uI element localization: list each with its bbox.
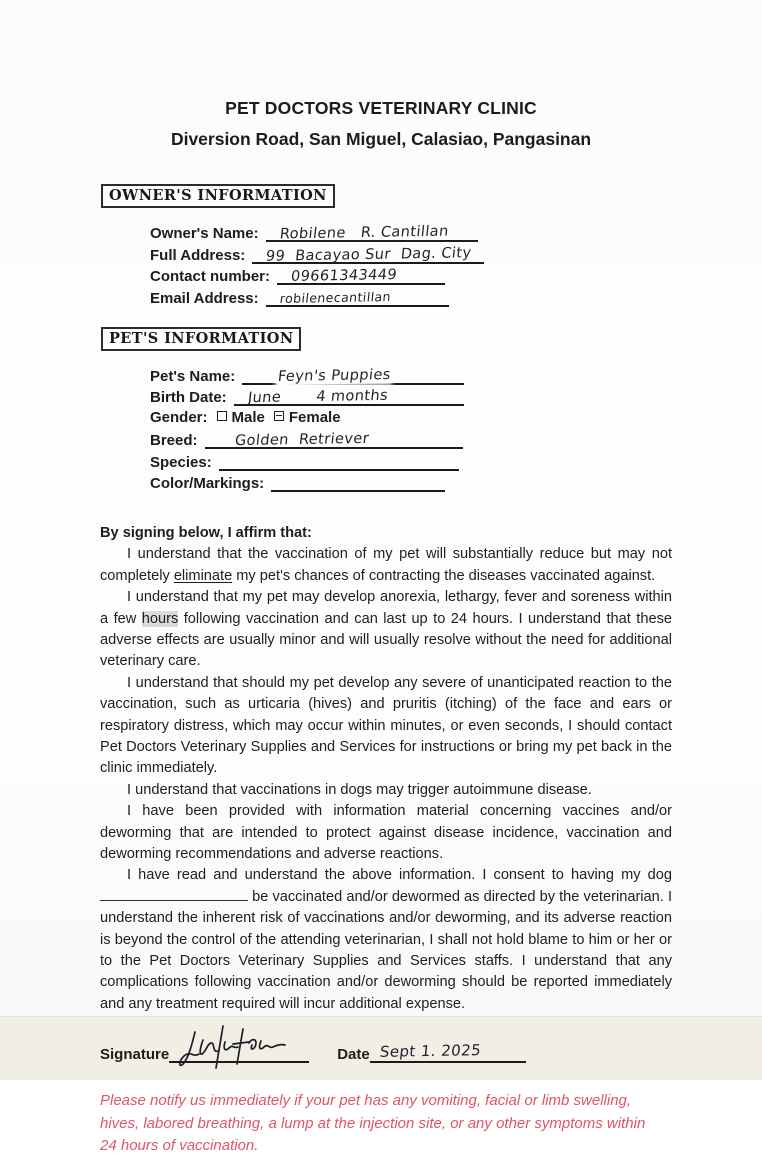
pet-name-label: Pet's Name:	[150, 367, 236, 385]
owner-contact-field	[277, 264, 445, 285]
handwritten-signature	[173, 1024, 303, 1072]
pet-birthdate-label: Birth Date:	[150, 389, 227, 407]
pet-color-markings-field	[271, 471, 445, 492]
paragraph-text: I have been provided with information material concerning vaccines and/or deworming that are intended to protect against disease incidence, vaccination and deworming recommendations and adverse reactions.	[100, 803, 672, 862]
pet-species-field	[219, 449, 459, 470]
date-label: Date	[337, 1046, 370, 1064]
affirmation-paragraph	[100, 801, 672, 865]
owner-contact-handwritten-value: 09661343449	[290, 267, 398, 286]
owner-address-row	[150, 242, 762, 263]
pet-birthdate-field	[234, 385, 464, 406]
owner-section-title: OWNER'S INFORMATION	[101, 184, 335, 208]
paragraph-text: I understand that should my pet develop any severe of unanticipated reaction to the vaccination, such as urticaria (hives) and pruritis (itching) of the face and ears or respiratory distress, which may occur within minutes, or even seconds, I should contact Pet Doctors Veterinary Supplies and Services for instructions or bring my pet back in the clinic immediately.	[100, 674, 672, 777]
pet-birthdate-row	[150, 385, 762, 406]
pet-name-field	[242, 364, 464, 385]
checkbox-female	[274, 411, 284, 421]
owner-email-handwritten-value: robilenecantillan	[278, 288, 392, 306]
owner-email-field	[266, 285, 449, 306]
paragraph-text: I have read and understand the above information. I consent to having my dog	[127, 867, 672, 884]
pet-gender-label: Gender:	[150, 408, 208, 426]
affirmation-heading: By signing below, I affirm that:	[100, 524, 312, 541]
paragraph-text: I understand that vaccinations in dogs may trigger autoimmune disease.	[127, 781, 592, 798]
affirmation-body	[100, 523, 672, 1015]
paragraph-text: following vaccination and can last up to 24 hours. I understand that these adverse effects are usually minor and will usually resolve without the need for additional veterinary care.	[100, 610, 673, 670]
signature-field	[169, 1043, 309, 1063]
owner-contact-label: Contact number:	[150, 268, 270, 286]
pet-species-row	[150, 449, 762, 470]
paragraph-text: I understand that my pet may develop anorexia, lethargy, fever and soreness within a few	[100, 589, 672, 627]
clinic-name: PET DOCTORS VETERINARY CLINIC	[225, 98, 537, 118]
date-field	[370, 1043, 526, 1063]
inline-blank-line	[100, 888, 248, 901]
owner-name-handwritten-value: Robilene R. Cantillan	[278, 223, 450, 243]
owner-name-label: Owner's Name:	[150, 225, 259, 243]
pet-fields	[150, 364, 762, 492]
affirmation-paragraph	[100, 780, 672, 801]
pet-color-markings-label: Color/Markings:	[150, 474, 265, 492]
signature-label: Signature	[100, 1046, 170, 1064]
post-vaccination-notice: Please notify us immediately if your pet has any vomiting, facial or limb swelling, hives, labored breathing, a lump at the injection site, or any other symptoms within 24 hours of vaccination.	[100, 1092, 646, 1155]
owner-address-handwritten-value: 99 Bacayao Sur Dag. City	[265, 244, 473, 265]
owner-address-field	[252, 242, 484, 263]
owner-fields	[150, 221, 762, 307]
pet-name-handwritten-value: Feyn's Puppies	[277, 366, 392, 385]
affirmation-paragraph	[100, 587, 672, 673]
affirmation-paragraph	[100, 673, 672, 780]
pet-breed-label: Breed:	[150, 432, 198, 450]
pet-birthdate-handwritten-value: June 4 months	[246, 388, 389, 407]
paragraph-text: hours	[141, 610, 179, 627]
owner-contact-row	[150, 264, 762, 285]
gender-option-label: Female	[288, 408, 341, 426]
affirmation-paragraph	[100, 865, 672, 1015]
paragraph-text: eliminate	[173, 567, 233, 584]
pet-color-row	[150, 471, 762, 492]
form-header	[0, 0, 762, 150]
pet-breed-row	[150, 428, 762, 449]
pet-breed-handwritten-value: Golden Retriever	[233, 430, 370, 450]
signature-row	[100, 1043, 762, 1063]
pet-breed-field	[205, 428, 463, 449]
owner-email-row	[150, 285, 762, 306]
pet-name-row	[150, 364, 762, 385]
affirmation-paragraphs	[100, 544, 672, 1015]
paragraph-text: I understand that the vaccination of my pet will substantially reduce but may not completely	[100, 546, 672, 584]
pet-species-label: Species:	[150, 453, 212, 471]
owner-name-row	[150, 221, 762, 242]
paragraph-text: my pet's chances of contracting the diseases vaccinated against.	[232, 567, 656, 584]
owner-address-label: Full Address:	[150, 246, 246, 264]
owner-email-label: Email Address:	[150, 289, 259, 307]
gender-option-label: Male	[231, 408, 265, 426]
affirmation-paragraph	[100, 544, 672, 587]
gender-options	[208, 409, 341, 426]
pet-section-title: PET'S INFORMATION	[101, 327, 301, 351]
checkbox-male	[217, 411, 227, 421]
date-handwritten-value: Sept 1. 2025	[378, 1041, 482, 1062]
paragraph-text: be vaccinated and/or dewormed as directed by the veterinarian. I understand the inherent risk of vaccinations and/or deworming, and its adverse reaction is beyond the control of the attending veterinarian, I shall not hold blame to him or her or to the Pet Doctors Veterinary Supplies and Services staffs. I understand that any complications following vaccination and/or deworming should be reported immediately and any treatment required will incur additional expense.	[100, 888, 672, 1012]
owner-name-field	[266, 221, 478, 242]
clinic-address: Diversion Road, San Miguel, Calasiao, Pangasinan	[170, 129, 592, 149]
pet-gender-row	[150, 406, 762, 427]
